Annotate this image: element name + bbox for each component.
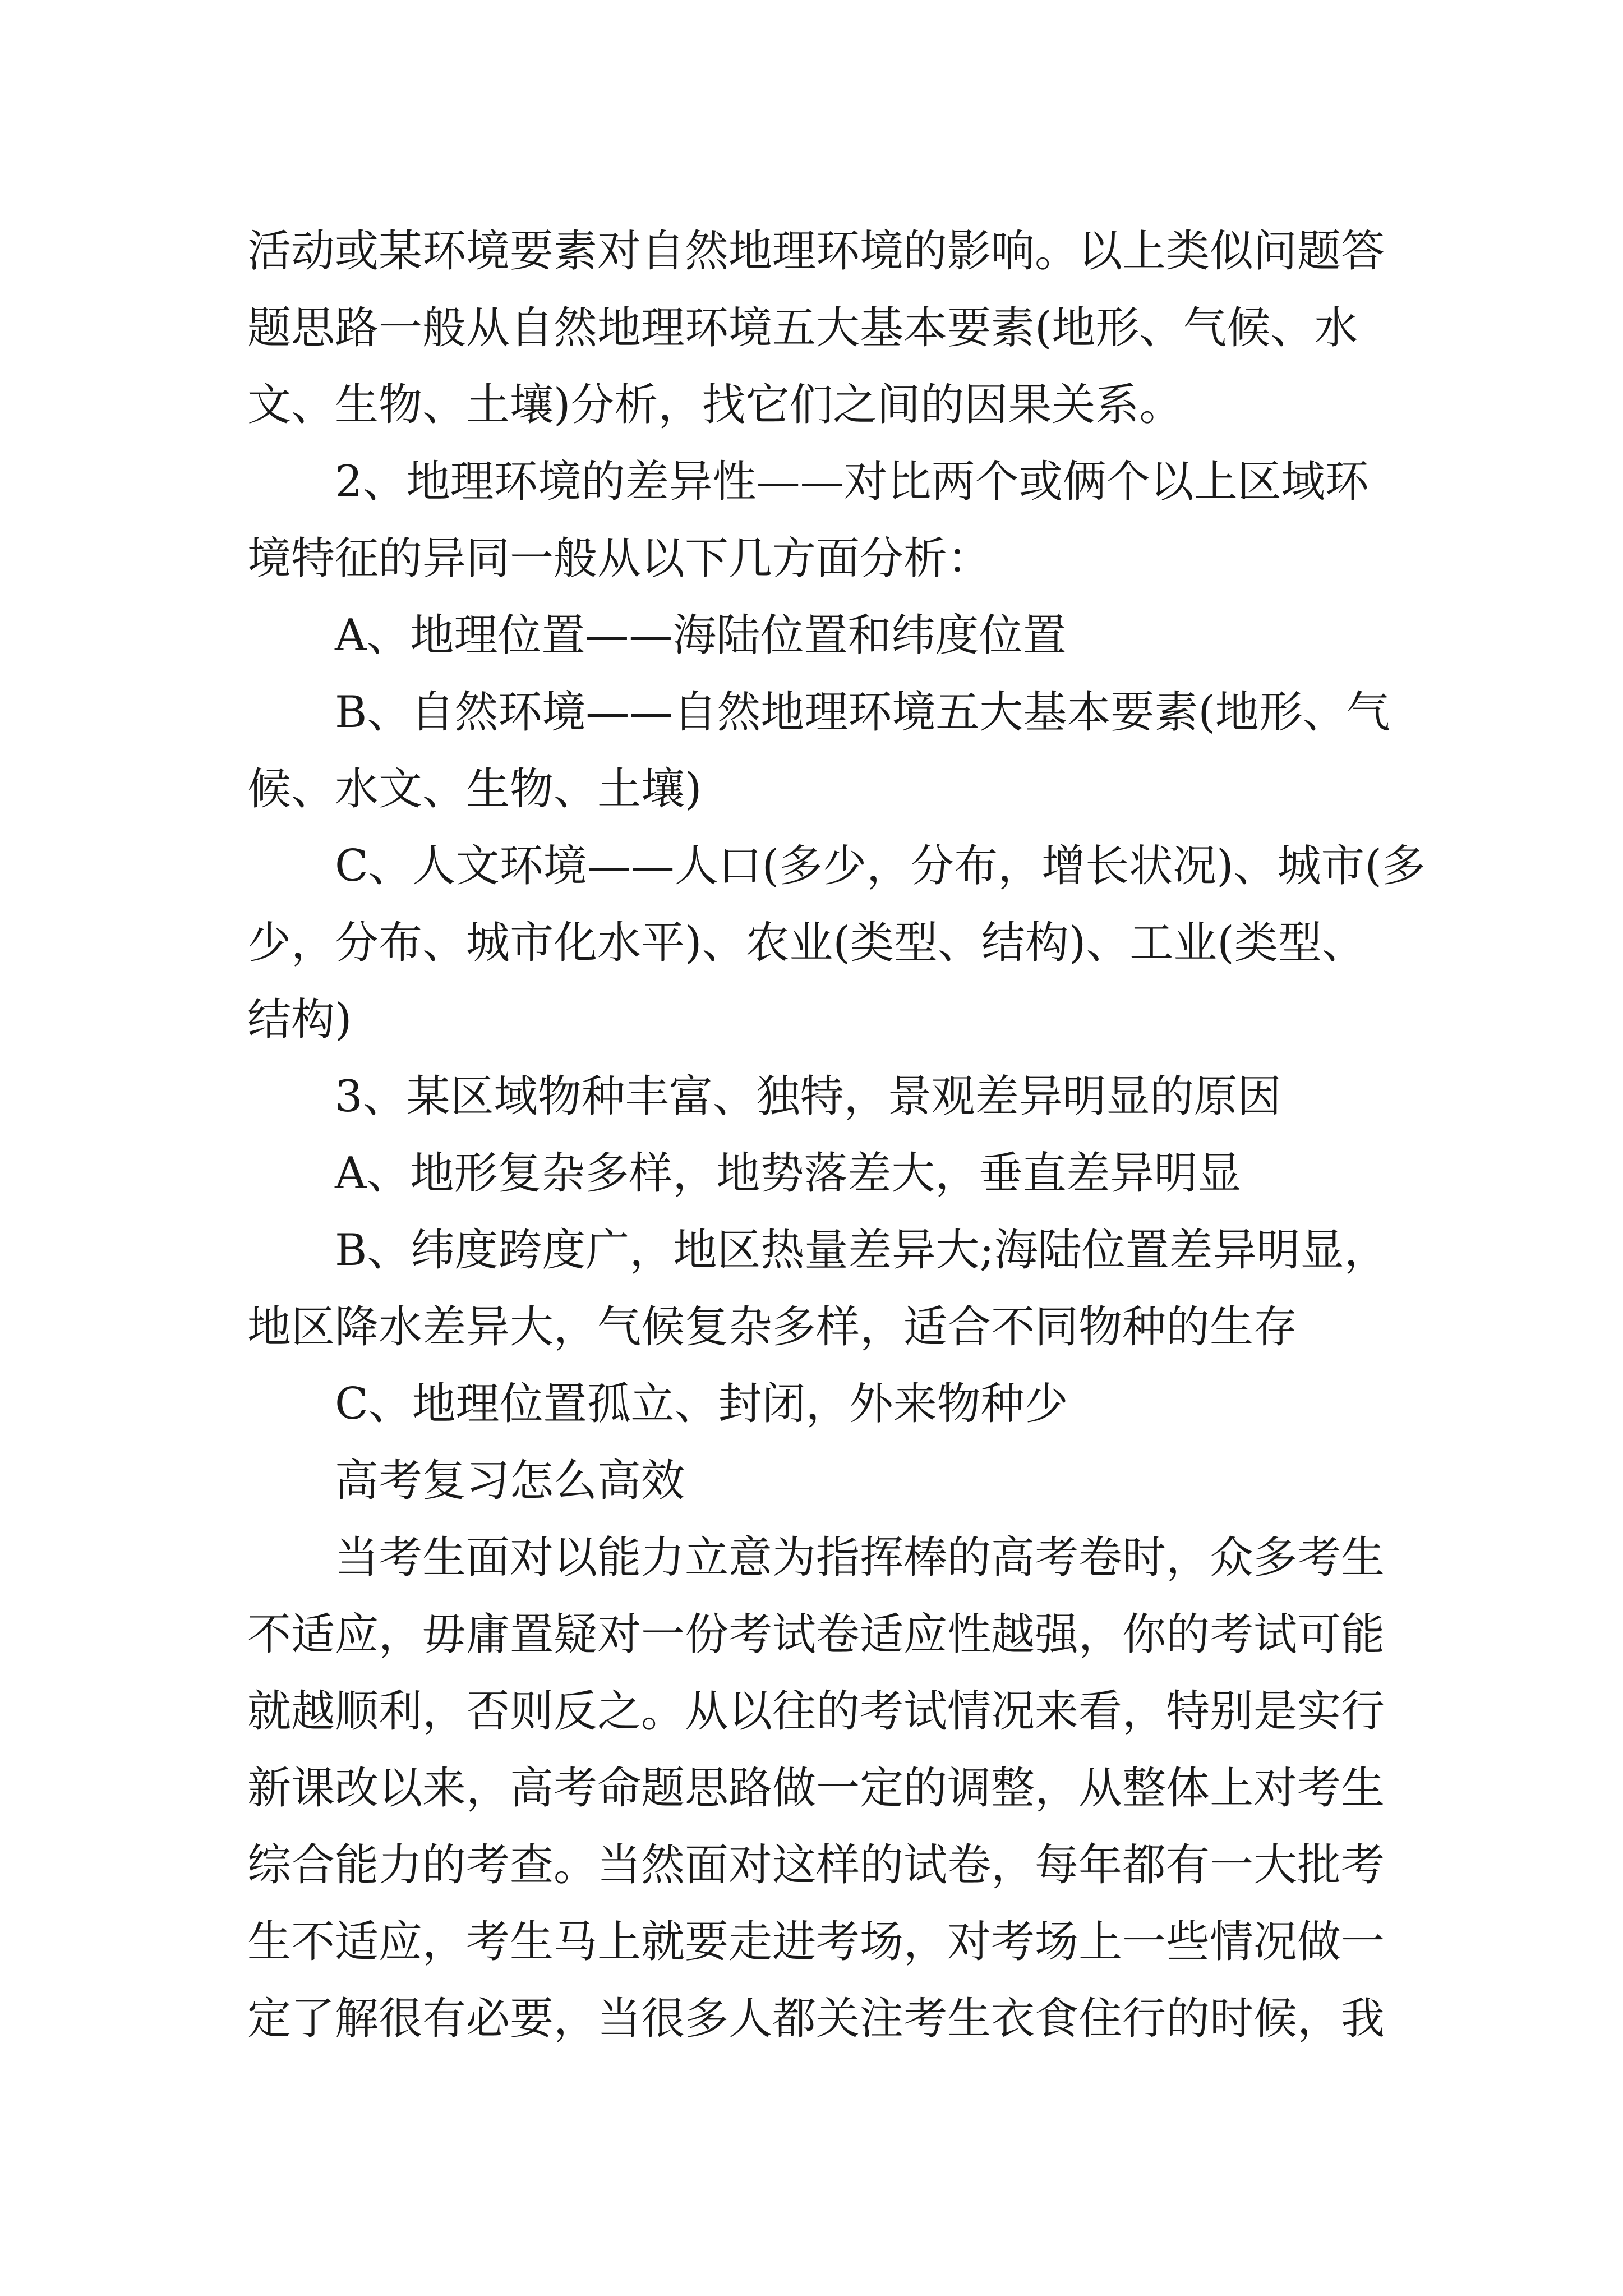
text-line: 新课改以来，高考命题思路做一定的调整，从整体上对考生 xyxy=(247,1763,1385,1814)
text-line: A、地理位置——海陆位置和纬度位置 xyxy=(335,610,1067,661)
text-line: 少，分布、城市化水平)、农业(类型、结构)、工业(类型、 xyxy=(247,918,1366,968)
text-line: 候、水文、生物、土壤) xyxy=(247,764,702,815)
text-line: 生不适应，考生马上就要走进考场，对考场上一些情况做一 xyxy=(247,1917,1385,1967)
text-line: C、地理位置孤立、封闭，外来物种少 xyxy=(335,1379,1068,1429)
text-line: 境特征的异同一般从以下几方面分析： xyxy=(247,533,992,584)
text-line: C、人文环境——人口(多少，分布，增长状况)、城市(多 xyxy=(335,841,1426,891)
text-line: A、地形复杂多样，地势落差大，垂直差异明显 xyxy=(335,1148,1242,1199)
text-line: 3、某区域物种丰富、独特，景观差异明显的原因 xyxy=(335,1071,1281,1122)
text-line: 定了解很有必要，当很多人都关注考生衣食住行的时候，我 xyxy=(247,1994,1385,2044)
text-line: 结构) xyxy=(247,995,352,1045)
text-line: 就越顺利，否则反之。从以往的考试情况来看，特别是实行 xyxy=(247,1686,1385,1737)
text-line: B、自然环境——自然地理环境五大基本要素(地形、气 xyxy=(335,687,1390,738)
text-line: 题思路一般从自然地理环境五大基本要素(地形、气候、水 xyxy=(247,303,1358,353)
text-line: 当考生面对以能力立意为指挥棒的高考卷时，众多考生 xyxy=(335,1533,1385,1583)
text-line: B、纬度跨度广，地区热量差异大;海陆位置差异明显， xyxy=(335,1225,1388,1276)
text-line: 文、生物、土壤)分析，找它们之间的因果关系。 xyxy=(247,380,1183,430)
text-line: 2、地理环境的差异性——对比两个或俩个以上区域环 xyxy=(335,457,1369,507)
document-body xyxy=(247,213,1426,2058)
text-line: 地区降水差异大，气候复杂多样，适合不同物种的生存 xyxy=(247,1302,1298,1352)
text-line: 综合能力的考查。当然面对这样的试卷，每年都有一大批考 xyxy=(247,1840,1385,1890)
text-line: 活动或某环境要素对自然地理环境的影响。以上类似问题答 xyxy=(247,226,1385,277)
text-line: 高考复习怎么高效 xyxy=(335,1456,685,1506)
text-line: 不适应，毋庸置疑对一份考试卷适应性越强，你的考试可能 xyxy=(247,1609,1385,1660)
